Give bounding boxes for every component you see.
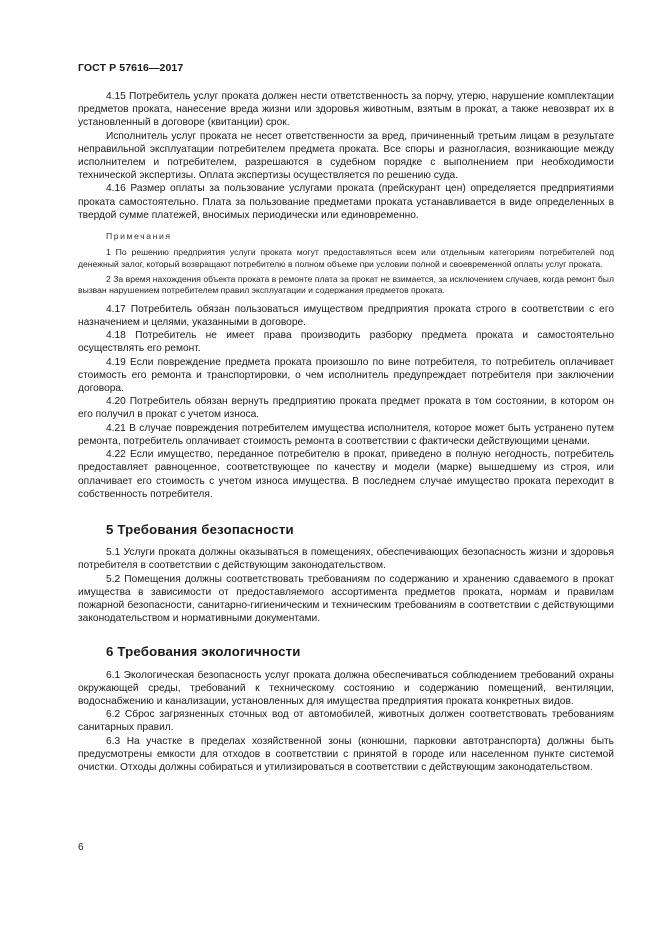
paragraph-5-1: 5.1 Услуги проката должны оказываться в помещениях, обеспечивающих безопасность жизни и здоровья потребителя в соответствии с действующим законодательством. <box>78 547 614 572</box>
paragraph-4-17: 4.17 Потребитель обязан пользоваться имуществом предприятия проката строго в соответствии с его назначением и целями, указанными в договоре. <box>78 303 614 329</box>
paragraph-6-1: 6.1 Экологическая безопасность услуг проката должна обеспечиваться соблюдением требований охраны окружающей среды, требований к техническому состоянию и содержанию помещений, вентиляции, водоснабжению и канализации, установленных для имущества предприятия проката конкретных видов. <box>78 669 614 707</box>
paragraph-5-2: 5.2 Помещения должны соответствовать требованиям по содержанию и хранению сдаваемого в прокат имущества в зависимости от предоставляемого ассортимента предметов проката, нормам и правилам пожарной безопасности, санитарно-гигиеническим и техническим требованиям в соответствии с действующими законодательством и нормативными документами. <box>78 573 614 625</box>
paragraph-6-3: 6.3 На участке в пределах хозяйственной зоны (конюшни, парковки автотранспорта) должны быть предусмотрены емкости для отходов в соответствии с принятой в городе или населенном пункте системой очистки. Отходы должны собираться и утилизироваться в соответствии с действующим законодательством. <box>78 735 614 773</box>
note-1: 1 По решению предприятия услуги проката могут предоставляться всем или отдельным категориям потребителей под денежный залог, который возвращают потребителю в полном объеме при условии полной и своевременной оплаты услуг проката. <box>78 247 614 269</box>
section-5-title: 5 Требования безопасности <box>106 521 294 537</box>
paragraph-4-22: 4.22 Если имущество, переданное потребителю в прокат, приведено в полную негодность, потребитель предоставляет равноценное, соответствующее по качеству и модели (марке) вышедшему из строя, или оплачивает его стоимость с учетом износа имущества. В последнем случае имущество проката переходит в собственность потребителя. <box>78 449 614 500</box>
paragraph-contractor-liability: Исполнитель услуг проката не несет ответственности за вред, причиненный третьим лицам в результате неправильной эксплуатации потребителем предмета проката. Все споры и разногласия, возникающие между исполнителем и потребителем, разрешаются в судебном порядке с выполнением при необходимости технической экспертизы. Оплата экспертизы осуществляется по решению суда. <box>78 130 614 182</box>
paragraph-4-19: 4.19 Если повреждение предмета проката произошло по вине потребителя, то потребитель оплачивает стоимость его ремонта и транспортировки, о чем исполнитель предупреждает потребителя при заключении договора. <box>78 356 614 395</box>
paragraph-4-20: 4.20 Потребитель обязан вернуть предприятию проката предмет проката в том состоянии, в котором он его получил в прокат с учетом износа. <box>78 396 614 421</box>
section-6-title: 6 Требования экологичности <box>106 644 301 660</box>
document-body <box>78 90 614 774</box>
paragraph-4-16: 4.16 Размер оплаты за пользование услугами проката (прейскурант цен) определяется предприятиями проката самостоятельно. Плата за пользование предметами проката устанавливается в виде определенных в твердой сумме платежей, вносимых периодически или единовременно. <box>78 183 614 221</box>
page-number: 6 <box>78 842 84 853</box>
paragraph-4-18: 4.18 Потребитель не имеет права производить разборку предмета проката и самостоятельно осуществлять его ремонт. <box>78 330 614 355</box>
note-2: 2 За время нахождения объекта проката в ремонте плата за прокат не взимается, за исключением случаев, когда ремонт был вызван нарушением потребителем правил эксплуатации и содержания предметов проката. <box>78 274 614 296</box>
paragraph-4-15: 4.15 Потребитель услуг проката должен нести ответственность за порчу, утерю, нарушение комплектации предметов проката, нанесение вреда жизни или здоровья животным, взятым в прокат, а также невозврат их в установленный в договоре (квитанции) срок. <box>78 91 614 129</box>
notes-block <box>78 230 614 297</box>
paragraph-4-21: 4.21 В случае повреждения потребителем имущества исполнителя, которое может быть устранено путем ремонта, потребитель оплачивает стоимость ремонта в соответствии с фактически действующими ценами. <box>78 422 614 447</box>
paragraph-6-2: 6.2 Сброс загрязненных сточных вод от автомобилей, животных должен соответствовать требованиям санитарных правил. <box>78 709 614 734</box>
notes-title: Примечания <box>106 231 172 242</box>
standard-header: ГОСТ Р 57616—2017 <box>78 62 184 74</box>
